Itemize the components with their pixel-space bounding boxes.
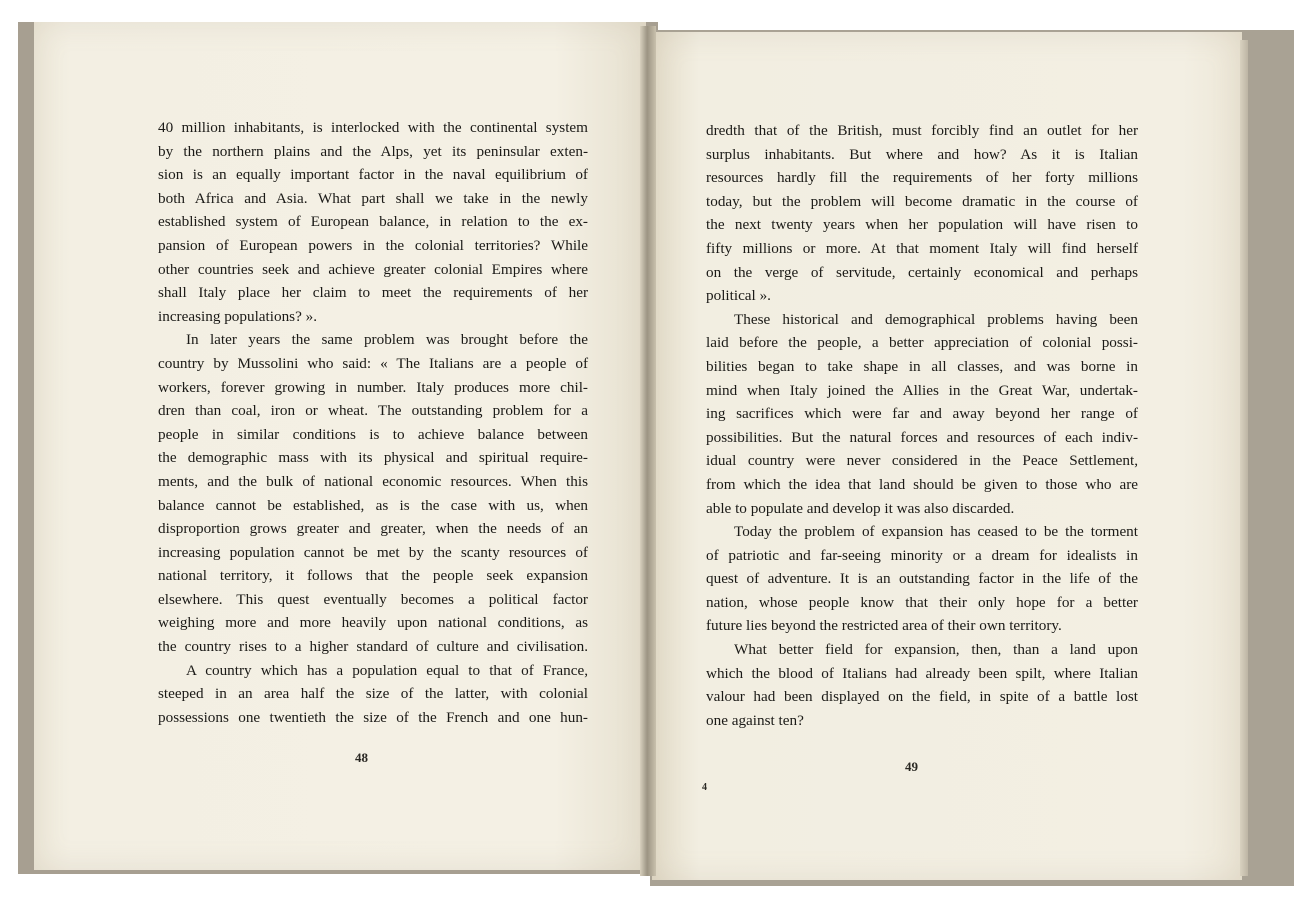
text-line: fifty millions or more. At that moment Italy will find herself xyxy=(706,239,1138,257)
text-line: What better field for expansion, then, than a land upon xyxy=(734,641,1138,659)
text-line: pansion of European powers in the colonial territories? While xyxy=(158,236,588,254)
text-line: valour had been displayed on the field, in spite of a battle lost xyxy=(706,688,1138,706)
text-line: surplus inhabitants. But where and how? As it is Italian xyxy=(706,145,1138,163)
text-line: on the verge of servitude, certainly economical and perhaps xyxy=(706,263,1138,281)
text-line: quest of adventure. It is an outstanding factor in the life of the xyxy=(706,570,1138,588)
text-line: workers, forever growing in number. Italy produces more chil- xyxy=(158,378,588,396)
text-line: of patriotic and far-seeing minority or a dream for idealists in xyxy=(706,546,1138,564)
text-line: other countries seek and achieve greater colonial Empires where xyxy=(158,260,588,278)
text-line: balance cannot be established, as is the case with us, when xyxy=(158,496,588,514)
text-line: idual country were never considered in the Peace Settlement, xyxy=(706,452,1138,470)
text-line: established system of European balance, in relation to the ex- xyxy=(158,213,588,231)
text-line: steeped in an area half the size of the latter, with colonial xyxy=(158,685,588,703)
text-line: people in similar conditions is to achieve balance between xyxy=(158,425,588,443)
text-line: In later years the same problem was brought before the xyxy=(186,331,588,349)
page-number-right: 49 xyxy=(905,759,918,774)
text-line: ments, and the bulk of national economic resources. When this xyxy=(158,472,588,490)
text-line: nation, whose people know that their only hope for a better xyxy=(706,593,1138,611)
signature-mark: 4 xyxy=(702,782,707,793)
text-line: the next twenty years when her population will have risen to xyxy=(706,216,1138,234)
page-number-left: 48 xyxy=(355,750,368,765)
text-line: disproportion grows greater and greater, when the needs of an xyxy=(158,520,588,538)
text-line: 40 million inhabitants, is interlocked with the continental system xyxy=(158,119,588,136)
text-line: dredth that of the British, must forcibly find an outlet for her xyxy=(706,122,1138,139)
text-line: possibilities. But the natural forces and resources of each indiv- xyxy=(706,428,1138,446)
text-line: possessions one twentieth the size of the French and one hun- xyxy=(158,708,588,726)
text-line: sion is an equally important factor in the naval equilibrium of xyxy=(158,166,588,184)
text-line: both Africa and Asia. What part shall we take in the newly xyxy=(158,189,588,207)
text-line: national territory, it follows that the people seek expansion xyxy=(158,567,588,585)
text-line: by the northern plains and the Alps, yet its peninsular exten- xyxy=(158,142,588,160)
text-line: bilities began to take shape in all classes, and was borne in xyxy=(706,357,1138,375)
text-line: A country which has a population equal to that of France, xyxy=(186,661,588,679)
right-page-edge xyxy=(1240,40,1248,876)
text-line: increasing populations? ». xyxy=(158,307,318,325)
text-line: increasing population cannot be met by the scanty resources of xyxy=(158,543,588,561)
text-line: from which the idea that land should be given to those who are xyxy=(706,475,1138,493)
text-line: future lies beyond the restricted area of their own territory. xyxy=(706,617,1062,635)
text-line: mind when Italy joined the Allies in the Great War, undertak- xyxy=(706,381,1138,399)
text-line: resources hardly fill the requirements of her forty millions xyxy=(706,169,1138,187)
text-line: today, but the problem will become dramatic in the course of xyxy=(706,192,1138,210)
text-line: ing sacrifices which were far and away beyond her range of xyxy=(706,405,1138,423)
text-line: the demographic mass with its physical and spiritual require- xyxy=(158,449,588,467)
text-line: dren than coal, iron or wheat. The outstanding problem for a xyxy=(158,402,588,420)
book-gutter xyxy=(640,26,656,876)
text-line: laid before the people, a better appreciation of colonial possi- xyxy=(706,334,1138,352)
text-line: country by Mussolini who said: « The Italians are a people of xyxy=(158,354,588,372)
text-line: one against ten? xyxy=(706,711,804,729)
right-page-body xyxy=(706,119,1138,732)
text-line: These historical and demographical problems having been xyxy=(734,310,1138,328)
left-page-body xyxy=(158,116,588,729)
text-line: political ». xyxy=(706,287,771,305)
text-line: shall Italy place her claim to meet the requirements of her xyxy=(158,284,588,302)
text-line: which the blood of Italians had already been spilt, where Italian xyxy=(706,664,1138,682)
text-line: weighing more and more heavily upon national conditions, as xyxy=(158,614,588,632)
text-line: Today the problem of expansion has ceased to be the torment xyxy=(734,523,1138,541)
text-line: the country rises to a higher standard of culture and civilisation. xyxy=(158,638,588,656)
text-line: elsewhere. This quest eventually becomes a political factor xyxy=(158,590,588,608)
text-line: able to populate and develop it was also discarded. xyxy=(706,499,1015,517)
